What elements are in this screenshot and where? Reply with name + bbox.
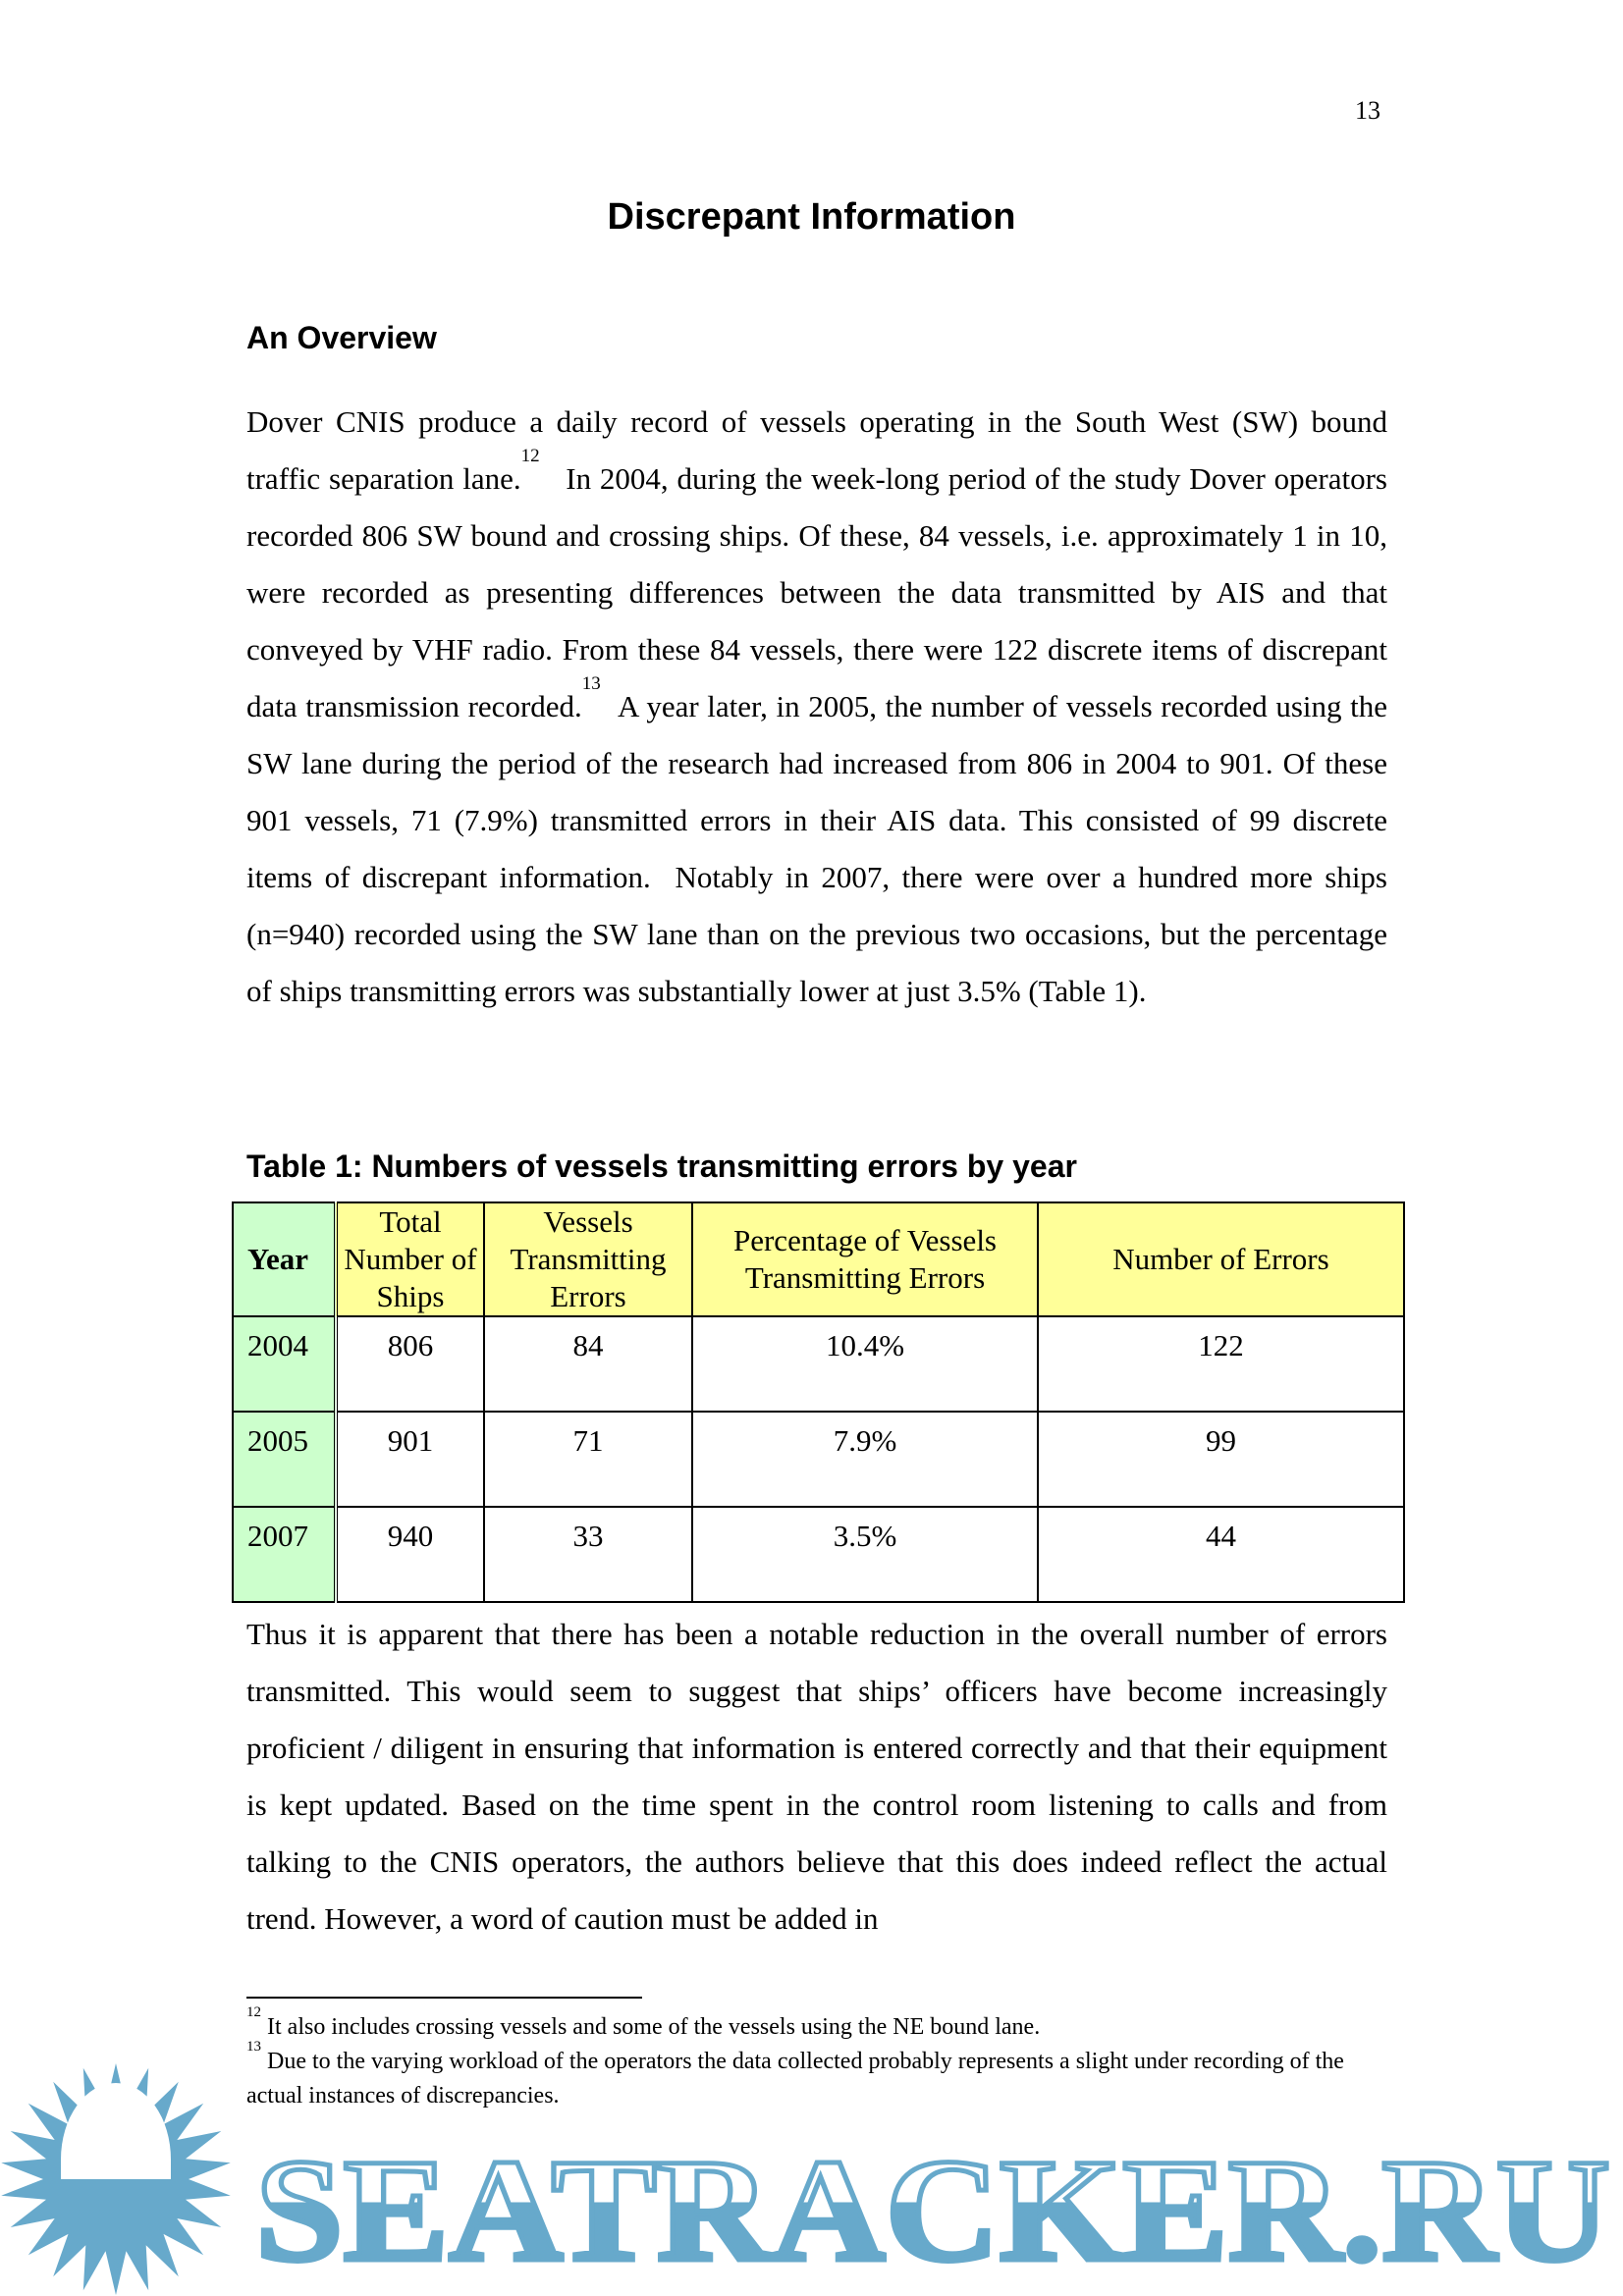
table-header-row: [233, 1202, 1404, 1316]
header-vessels-errors: Vessels Transmitting Errors: [484, 1202, 692, 1316]
cell: 84: [484, 1316, 692, 1412]
cell: 7.9%: [692, 1412, 1038, 1507]
cell: 99: [1038, 1412, 1404, 1507]
header-year: Year: [233, 1202, 336, 1316]
paragraph-text: In 2004, during the week-long period of the study Dover operators recorded 806 SW bound and crossing ships. Of these, 84 vessels, i.e. approximately 1 in 10, were recorded as presenting differences between the data transmitted by AIS and that conveyed by VHF radio. From these 84 vessels, there were 122 discrete items of discrepant data transmission recorded.: [246, 461, 1387, 723]
sun-logo: [0, 2052, 236, 2296]
page-title: Discrepant Information: [607, 196, 1016, 238]
sun-dome: [61, 2083, 171, 2179]
table-row: [233, 1507, 1404, 1602]
cell-year: 2005: [233, 1412, 336, 1507]
footnote-ref-12: 12: [520, 446, 540, 466]
header-percentage: Percentage of Vessels Transmitting Errors: [692, 1202, 1038, 1316]
footnote-number: 13: [246, 2039, 261, 2055]
paragraph-text: A year later, in 2005, the number of vessels recorded using the SW lane during the period of the research had increased from 806 in 2004 to 901. Of these 901 vessels, 71 (7.9%) transmitted errors in their AIS data. This consisted of 99 discrete items of discrepant information. Notably in 2007, there were over a hundred more ships (n=940) recorded using the SW lane than on the previous two occasions, but the percentage of ships transmitting errors was substantially lower at just 3.5% (Table 1).: [246, 689, 1387, 1008]
body-paragraph-1: [246, 394, 1387, 1020]
cell: 901: [336, 1412, 484, 1507]
cell: 3.5%: [692, 1507, 1038, 1602]
header-number-errors: Number of Errors: [1038, 1202, 1404, 1316]
page-number: 13: [1355, 96, 1380, 125]
cell: 940: [336, 1507, 484, 1602]
footnote-13: [246, 2039, 1387, 2113]
footnote-text: It also includes crossing vessels and some of the vessels using the NE bound lane.: [261, 2014, 1041, 2040]
cell: 122: [1038, 1316, 1404, 1412]
errors-table: [232, 1201, 1405, 1603]
cell: 44: [1038, 1507, 1404, 1602]
footnote-12: [246, 2004, 1387, 2045]
footnote-ref-13: 13: [581, 673, 601, 694]
cell: 806: [336, 1316, 484, 1412]
body-paragraph-2: Thus it is apparent that there has been a notable reduction in the overall number of errors transmitted. This would seem to suggest that ships’ officers have become increasingly proficient / diligent in ensuring that information is entered correctly and that their equipment is kept updated. Based on the time spent in the control room listening to calls and from talking to the CNIS operators, the authors believe that this does indeed reflect the actual trend. However, a word of caution must be added in: [246, 1617, 1387, 1936]
footnote-divider: [246, 1997, 642, 1999]
table-caption: Table 1: Numbers of vessels transmitting errors by year: [246, 1148, 1077, 1184]
paragraph-text: Dover CNIS produce a daily record of vessels operating in the South West (SW) bound traffic separation lane.: [246, 404, 1387, 496]
cell: 71: [484, 1412, 692, 1507]
watermark-text: SEATRACKER.RU: [255, 2129, 1610, 2292]
watermark-logo: [236, 2122, 1623, 2296]
header-total-ships: Total Number of Ships: [336, 1202, 484, 1316]
table-row: [233, 1412, 1404, 1507]
cell: 33: [484, 1507, 692, 1602]
cell: 10.4%: [692, 1316, 1038, 1412]
footnote-text: Due to the varying workload of the operators the data collected probably represents a slight under recording of the actual instances of discrepancies.: [246, 2049, 1344, 2109]
table-row: [233, 1316, 1404, 1412]
sun-icon: [1, 2063, 231, 2295]
footnote-number: 12: [246, 2004, 261, 2020]
cell-year: 2007: [233, 1507, 336, 1602]
section-heading: An Overview: [246, 320, 437, 355]
cell-year: 2004: [233, 1316, 336, 1412]
